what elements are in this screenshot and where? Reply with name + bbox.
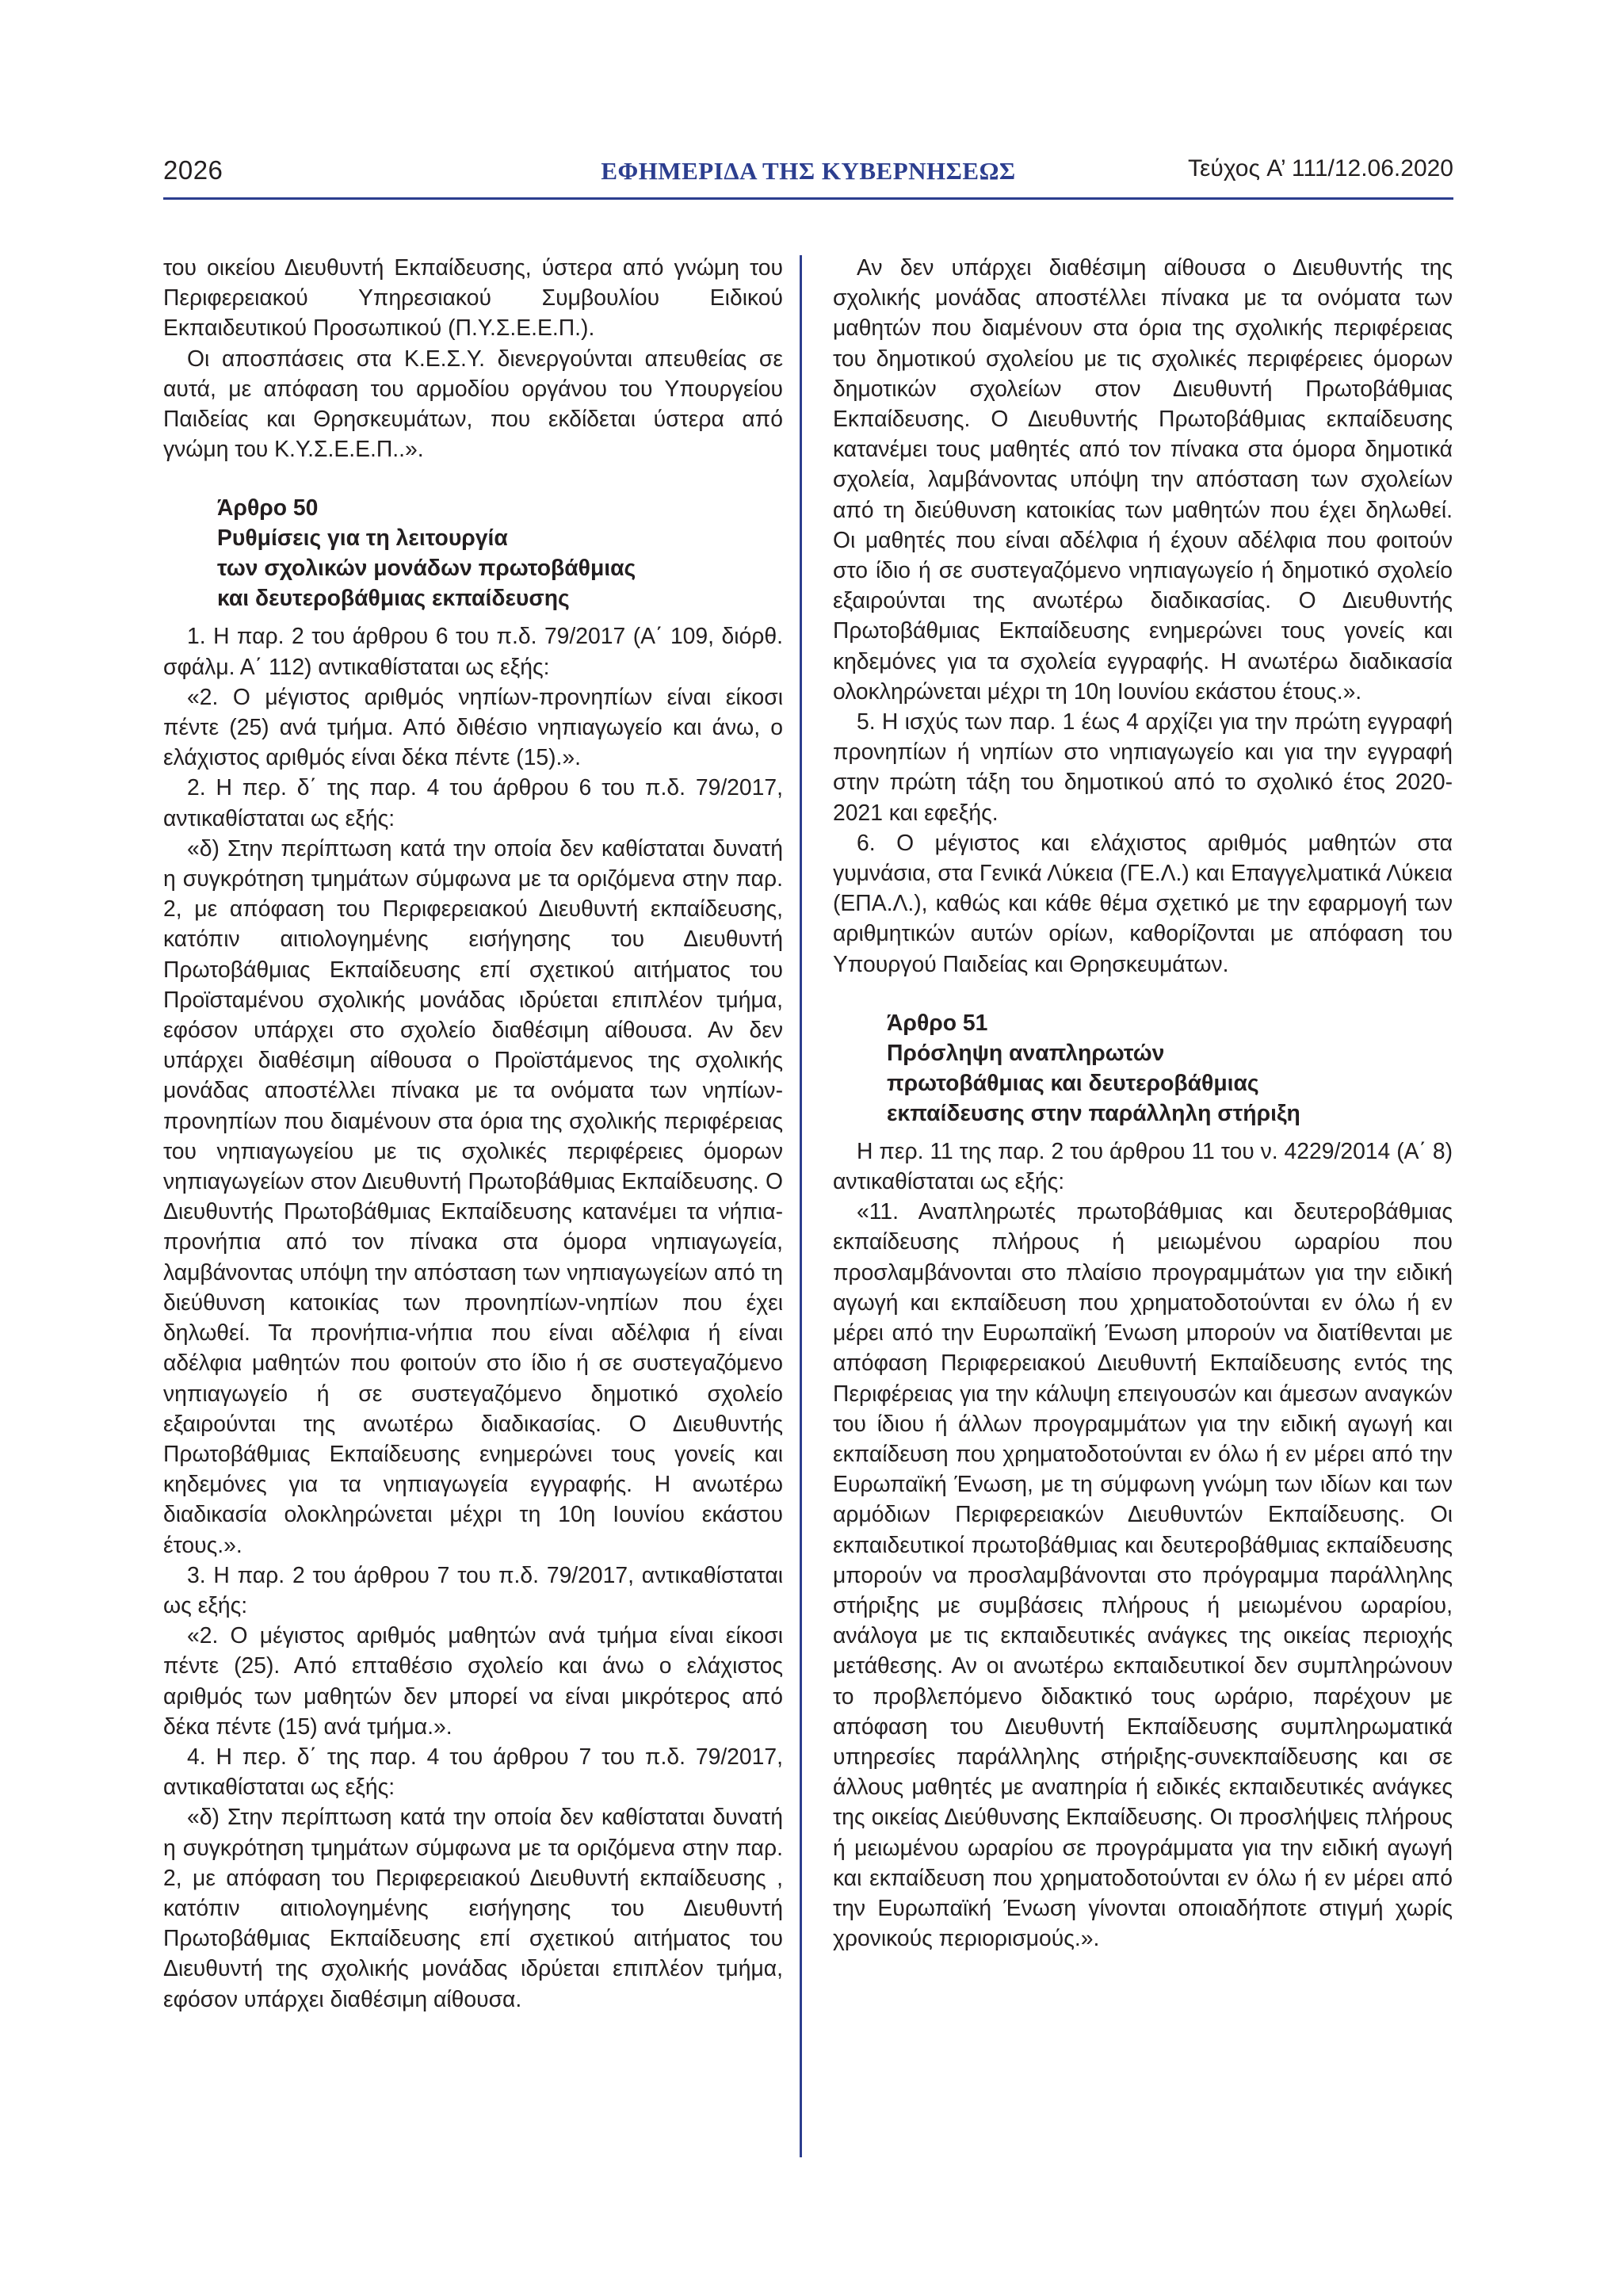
paragraph: «δ) Στην περίπτωση κατά την οποία δεν καθίσταται δυνατή η συγκρότηση τμημάτων σύμφωνα με τα οριζόμενα στην παρ. 2, με απόφαση του Περιφερειακού Διευθυντή εκπαίδευσης, κατόπιν αιτιολογημένης εισήγησης του Διευθυντή Πρωτοβάθμιας Εκπαίδευσης επί σχετικού αιτήματος του Προϊσταμένου σχολικής μονάδας ιδρύεται επιπλέον τμήμα, εφόσον υπάρχει στο σχολείο διαθέσιμη αίθουσα. Αν δεν υπάρχει διαθέσιμη αίθουσα ο Προϊστάμενος της σχολικής μονάδας αποστέλλει πίνακα με τα ονόματα των νηπίων-προνηπίων που διαμένουν στα όρια της σχολικής περιφέρειας του νηπιαγωγείου με τις σχολικές περιφέρειες όμορων νηπιαγωγείων στον Διευθυντή Πρωτοβάθμιας Εκπαίδευσης. Ο Διευθυντής Πρωτοβάθμιας Εκπαίδευσης κατανέμει τα νήπια-προνήπια από τον πίνακα στα όμορα νηπιαγωγεία, λαμβάνοντας υπόψη την απόσταση των νηπιαγωγείων από τη διεύθυνση κατοικίας των προνηπίων-νηπίων που έχει δηλωθεί. Τα προνήπια-νήπια που είναι αδέλφια ή είναι αδέλφια μαθητών που φοιτούν στο ίδιο ή σε συστεγαζόμενο νηπιαγωγείο ή σε συστεγαζόμενο δημοτικό σχολείο εξαιρούνται της ανωτέρω διαδικασίας. Ο Διευθυντής Πρωτοβάθμιας Εκπαίδευσης ενημερώνει τους γονείς και κηδεμόνες για τα νηπιαγωγεία εγγραφής. Η ανωτέρω διαδικασία ολοκληρώνεται μέχρι τη 10η Ιουνίου εκάστου έτους.». [163,835,783,1557]
article-title-line: Πρόσληψη αναπληρωτών [887,1039,1165,1065]
paragraph: «2. Ο μέγιστος αριθμός μαθητών ανά τμήμα είναι είκοσι πέντε (25). Από επταθέσιο σχολείο και άνω ο ελάχιστος αριθμός των μαθητών δεν μπορεί να είναι μικρότερος από δέκα πέντε (15) ανά τμήμα.». [163,1622,783,1739]
page-number: 2026 [163,155,223,185]
paragraph: του οικείου Διευθυντή Εκπαίδευσης, ύστερα από γνώμη του Περιφερειακού Υπηρεσιακού Συμβουλίου Ειδικού Εκπαιδευτικού Προσωπικού (Π.Υ.Σ.Ε.Ε.Π.). [163,254,783,341]
column-divider [800,255,802,2157]
paragraph: Αν δεν υπάρχει διαθέσιμη αίθουσα ο Διευθυντής της σχολικής μονάδας αποστέλλει πίνακα με τα ονόματα των μαθητών που διαμένουν στα όρια της σχολικής περιφέρειας του δημοτικού σχολείου με τις σχολικές περιφέρειες όμορων δημοτικών σχολείων στον Διευθυντή Πρωτοβάθμιας Εκπαίδευσης. Ο Διευθυντής Πρωτοβάθμιας εκπαίδευσης κατανέμει τους μαθητές από τον πίνακα στα όμορα δημοτικά σχολεία, λαμβάνοντας υπόψη την απόσταση των σχολείων από τη διεύθυνση κατοικίας των μαθητών που έχει δηλωθεί. Οι μαθητές που είναι αδέλφια ή έχουν αδέλφια που φοιτούν στο ίδιο ή σε συστεγαζόμενο νηπιαγωγείο ή δημοτικό σχολείο εξαιρούνται της ανωτέρω διαδικασίας. Ο Διευθυντής Πρωτοβάθμιας Εκπαίδευσης ενημερώνει τους γονείς και κηδεμόνες για τα σχολεία εγγραφής. Η ανωτέρω διαδικασία ολοκληρώνεται μέχρι τη 10η Ιουνίου εκάστου έτους.». [833,254,1453,704]
article-50-heading [163,492,783,613]
paragraph: «2. Ο μέγιστος αριθμός νηπίων-προνηπίων είναι είκοσι πέντε (25) ανά τμήμα. Από διθέσιο νηπιαγωγείο και άνω, ο ελάχιστος αριθμός είναι δέκα πέντε (15).». [163,683,783,770]
paragraph: 6. Ο μέγιστος και ελάχιστος αριθμός μαθητών στα γυμνάσια, στα Γενικά Λύκεια (ΓΕ.Λ.) και Επαγγελματικά Λύκεια (ΕΠΑ.Λ.), καθώς και κάθε θέμα σχετικό με την εφαρμογή των αριθμητικών αυτών ορίων, καθορίζονται με απόφαση του Υπουργού Παιδείας και Θρησκευμάτων. [833,829,1453,976]
article-number: Άρθρο 51 [887,1009,988,1035]
header-rule [163,197,1453,200]
article-number: Άρθρο 50 [217,495,319,521]
gazette-title: ΕΦΗΜΕΡΙΔΑ ΤΗΣ ΚΥΒΕΡΝΗΣΕΩΣ [601,157,1016,185]
page-header [163,155,1453,203]
paragraph: 2. Η περ. δ΄ της παρ. 4 του άρθρου 6 του π.δ. 79/2017, αντικαθίσταται ως εξής: [163,774,783,831]
paragraph: 4. Η περ. δ΄ της παρ. 4 του άρθρου 7 του π.δ. 79/2017, αντικαθίσταται ως εξής: [163,1743,783,1800]
left-column [163,252,783,2014]
right-column [833,252,1453,1953]
article-title-line: των σχολικών μονάδων πρωτοβάθμιας [217,555,636,581]
article-51-heading [833,1007,1453,1128]
paragraph: 3. Η παρ. 2 του άρθρου 7 του π.δ. 79/2017, αντικαθίσταται ως εξής: [163,1561,783,1618]
paragraph: Οι αποσπάσεις στα Κ.Ε.Σ.Υ. διενεργούνται απευθείας σε αυτά, με απόφαση του αρμοδίου οργάνου του Υπουργείου Παιδείας και Θρησκευμάτων, που εκδίδεται ύστερα από γνώμη του Κ.Υ.Σ.Ε.Ε.Π..». [163,345,783,462]
article-title-line: πρωτοβάθμιας και δευτεροβάθμιας [887,1069,1259,1095]
article-title-line: και δευτεροβάθμιας εκπαίδευσης [217,585,570,611]
paragraph: «δ) Στην περίπτωση κατά την οποία δεν καθίσταται δυνατή η συγκρότηση τμημάτων σύμφωνα με τα οριζόμενα στην παρ. 2, με απόφαση του Περιφερειακού Διευθυντή εκπαίδευσης , κατόπιν αιτιολογημένης εισήγησης του Διευθυντή Πρωτοβάθμιας Εκπαίδευσης επί σχετικού αιτήματος του Διευθυντή της σχολικής μονάδας ιδρύεται επιπλέον τμήμα, εφόσον υπάρχει διαθέσιμη αίθουσα. [163,1804,783,2011]
issue-info: Τεύχος A’ 111/12.06.2020 [1188,155,1453,181]
article-title-line: εκπαίδευσης στην παράλληλη στήριξη [887,1099,1300,1125]
paragraph: «11. Αναπληρωτές πρωτοβάθμιας και δευτεροβάθμιας εκπαίδευσης πλήρους ή μειωμένου ωραρίου που προσλαμβάνονται στο πλαίσιο προγραμμάτων για την ειδική αγωγή και εκπαίδευση που χρηματοδοτούνται εν όλω ή εν μέρει από την Ευρωπαϊκή Ένωση μπορούν να διατίθενται με απόφαση Περιφερειακού Διευθυντή Εκπαίδευσης εντός της Περιφέρειας για την κάλυψη επειγουσών και άμεσων αναγκών του ίδιου ή άλλων προγραμμάτων για την ειδική αγωγή και εκπαίδευση που χρηματοδοτούνται εν όλω ή εν μέρει από την Ευρωπαϊκή Ένωση, με τη σύμφωνη γνώμη των ιδίων και των αρμόδιων Περιφερειακών Διευθυντών Εκπαίδευσης. Οι εκπαιδευτικοί πρωτοβάθμιας και δευτεροβάθμιας εκπαίδευσης μπορούν να προσλαμβάνονται στο πρόγραμμα παράλληλης στήριξης με συμβάσεις πλήρους ή μειωμένου ωραρίου, ανάλογα με τις εκπαιδευτικές ανάγκες της οικείας περιοχής μετάθεσης. Αν οι ανωτέρω εκπαιδευτικοί δεν συμπληρώνουν το προβλεπόμενο διδακτικό τους ωράριο, παρέχουν με απόφαση του Διευθυντή Εκπαίδευσης συμπληρωματικά υπηρεσίες παράλληλης στήριξης-συνεκπαίδευσης και σε άλλους μαθητές με αναπηρία ή ειδικές εκπαιδευτικές ανάγκες της οικείας Διεύθυνσης Εκπαίδευσης. Οι προσλήψεις πλήρους ή μειωμένου ωραρίου σε προγράμματα για την ειδική αγωγή και εκπαίδευση που χρηματοδοτούνται εν όλω ή εν μέρει από την Ευρωπαϊκή Ένωση γίνονται οποιαδήποτε στιγμή χωρίς χρονικούς περιορισμούς.». [833,1198,1453,1951]
article-title-line: Ρυθμίσεις για τη λειτουργία [217,525,508,551]
paragraph: 5. Η ισχύς των παρ. 1 έως 4 αρχίζει για την πρώτη εγγραφή προνηπίων ή νηπίων στο νηπιαγωγείο και για την εγγραφή στην πρώτη τάξη του δημοτικού από το σχολικό έτος 2020-2021 και εφεξής. [833,709,1453,825]
paragraph: 1. Η παρ. 2 του άρθρου 6 του π.δ. 79/2017 (Α΄ 109, διόρθ. σφάλμ. Α΄ 112) αντικαθίσταται ως εξής: [163,623,783,679]
paragraph: Η περ. 11 της παρ. 2 του άρθρου 11 του ν. 4229/2014 (Α΄ 8) αντικαθίσταται ως εξής: [833,1137,1453,1194]
